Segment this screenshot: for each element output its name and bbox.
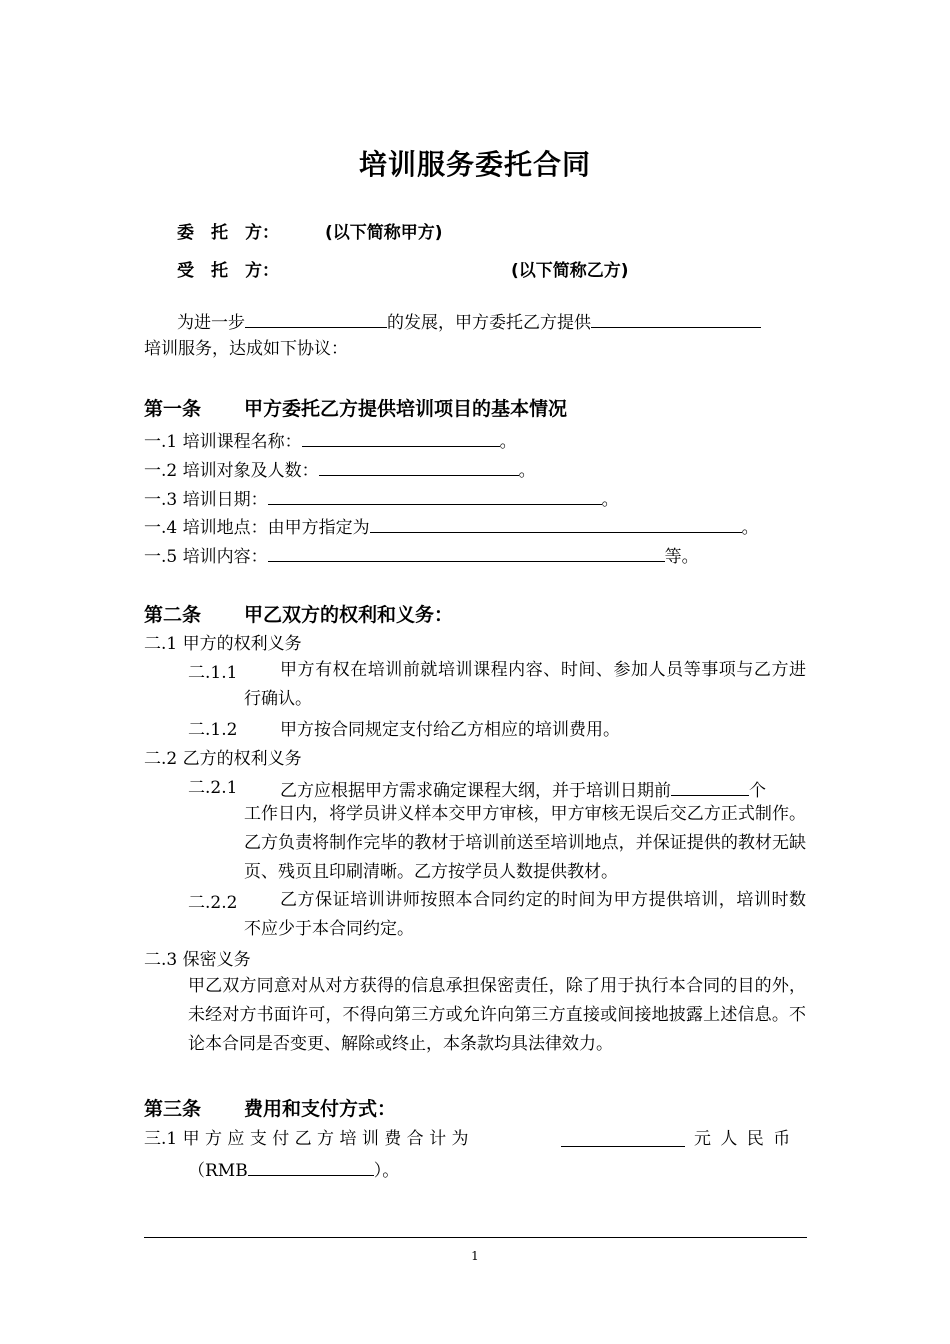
clause-2-2-1-first-line <box>280 777 766 802</box>
item-blank[interactable] <box>268 486 602 505</box>
article1-item <box>144 428 517 453</box>
section-2-3-text: 甲乙双方同意对从对方获得的信息承担保密责任，除了用于执行本合同的目的外，未经对方书面许可，不得向第三方或允许向第三方直接或间接地披露上述信息。不论本合同是否变更、解除或终止，本条款均具法律效力。 <box>188 976 806 1054</box>
section-2-2: 二.2 乙方的权利义务 <box>144 749 302 769</box>
item-end: 。 <box>601 490 619 510</box>
intro-blank-1[interactable] <box>245 309 387 328</box>
section-2-1: 二.1 甲方的权利义务 <box>144 634 302 654</box>
footer-rule <box>144 1237 807 1238</box>
item-label: 一.1 培训课程名称： <box>144 432 302 452</box>
clause-2-2-1-number: 二.2.1 <box>188 778 238 798</box>
intro-line-1 <box>177 309 761 334</box>
rmb-suffix: ）。 <box>373 1161 400 1181</box>
item-label: 一.3 培训日期： <box>144 490 268 510</box>
item-end: 。 <box>741 518 759 538</box>
workdays-blank[interactable] <box>671 777 749 796</box>
article2-title: 甲乙双方的权利和义务： <box>244 604 454 626</box>
item-blank[interactable] <box>319 457 519 476</box>
section-2-3: 二.3 保密义务 <box>144 950 251 970</box>
clause-2-1-1-number: 二.1.1 <box>188 663 238 683</box>
article1-item <box>144 457 536 482</box>
clause-2-2-1-part-b: 个 <box>749 781 766 801</box>
article1-title: 甲方委托乙方提供培训项目的基本情况 <box>244 398 568 420</box>
item-blank[interactable] <box>370 514 742 533</box>
article3-heading <box>144 1094 396 1121</box>
article2-number: 第二条 <box>144 604 202 626</box>
rmb-prefix: （RMB <box>188 1161 248 1181</box>
provider-label: 受 托 方： <box>177 261 279 281</box>
clause-3-1-label: 三.1 甲 方 应 支 付 乙 方 培 训 费 合 计 为 <box>144 1129 469 1149</box>
document-title: 培训服务委托合同 <box>358 148 591 181</box>
intro-line-2: 培训服务，达成如下协议： <box>144 339 348 359</box>
item-blank[interactable] <box>268 543 665 562</box>
clause-2-1-2-text: 甲方按合同规定支付给乙方相应的培训费用。 <box>280 720 620 740</box>
item-end: 。 <box>518 461 536 481</box>
article1-item <box>144 486 619 511</box>
clause-2-2-1-text: 工作日内，将学员讲义样本交甲方审核，甲方审核无误后交乙方正式制作。乙方负责将制作完毕的教材于培训前送至培训地点，并保证提供的教材无缺页、残页且印刷清晰。乙方按学员人数提供教材。 <box>244 804 806 882</box>
client-label: 委 托 方： <box>177 223 279 243</box>
client-note: (以下简称甲方) <box>325 223 443 243</box>
item-end: 等。 <box>664 547 699 567</box>
provider-line <box>177 260 629 282</box>
article1-item <box>144 514 759 539</box>
fee-amount-blank[interactable] <box>561 1128 685 1147</box>
clause-3-1-rmb-line <box>188 1157 399 1182</box>
clause-2-2-2-number: 二.2.2 <box>188 893 238 913</box>
item-label: 一.4 培训地点：由甲方指定为 <box>144 518 370 538</box>
item-label: 一.5 培训内容： <box>144 547 268 567</box>
article3-title: 费用和支付方式： <box>244 1098 397 1120</box>
rmb-amount-blank[interactable] <box>248 1157 374 1176</box>
item-label: 一.2 培训对象及人数： <box>144 461 319 481</box>
intro-blank-2[interactable] <box>591 309 761 328</box>
clause-2-1-2-number: 二.1.2 <box>188 720 238 740</box>
clause-2-2-2-text: 乙方保证培训讲师按照本合同约定的时间为甲方提供培训，培训时数不应少于本合同约定。 <box>244 890 806 939</box>
article3-number: 第三条 <box>144 1098 202 1120</box>
clause-2-1-1-text: 甲方有权在培训前就培训课程内容、时间、参加人员等事项与乙方进行确认。 <box>244 660 806 709</box>
article1-heading <box>144 394 567 421</box>
client-line <box>177 222 443 244</box>
intro-part1: 为进一步 <box>177 313 245 333</box>
provider-note: (以下简称乙方) <box>511 261 629 281</box>
page-number: 1 <box>471 1249 479 1263</box>
item-end: 。 <box>499 432 517 452</box>
article2-heading <box>144 600 453 627</box>
item-blank[interactable] <box>302 428 500 447</box>
clause-2-2-1-part-a: 乙方应根据甲方需求确定课程大纲，并于培训日期前 <box>280 781 671 801</box>
clause-3-1-unit: 元 人 民 币 <box>694 1129 793 1149</box>
article1-item <box>144 543 699 568</box>
intro-part2: 的发展，甲方委托乙方提供 <box>387 313 591 333</box>
article1-number: 第一条 <box>144 398 202 420</box>
